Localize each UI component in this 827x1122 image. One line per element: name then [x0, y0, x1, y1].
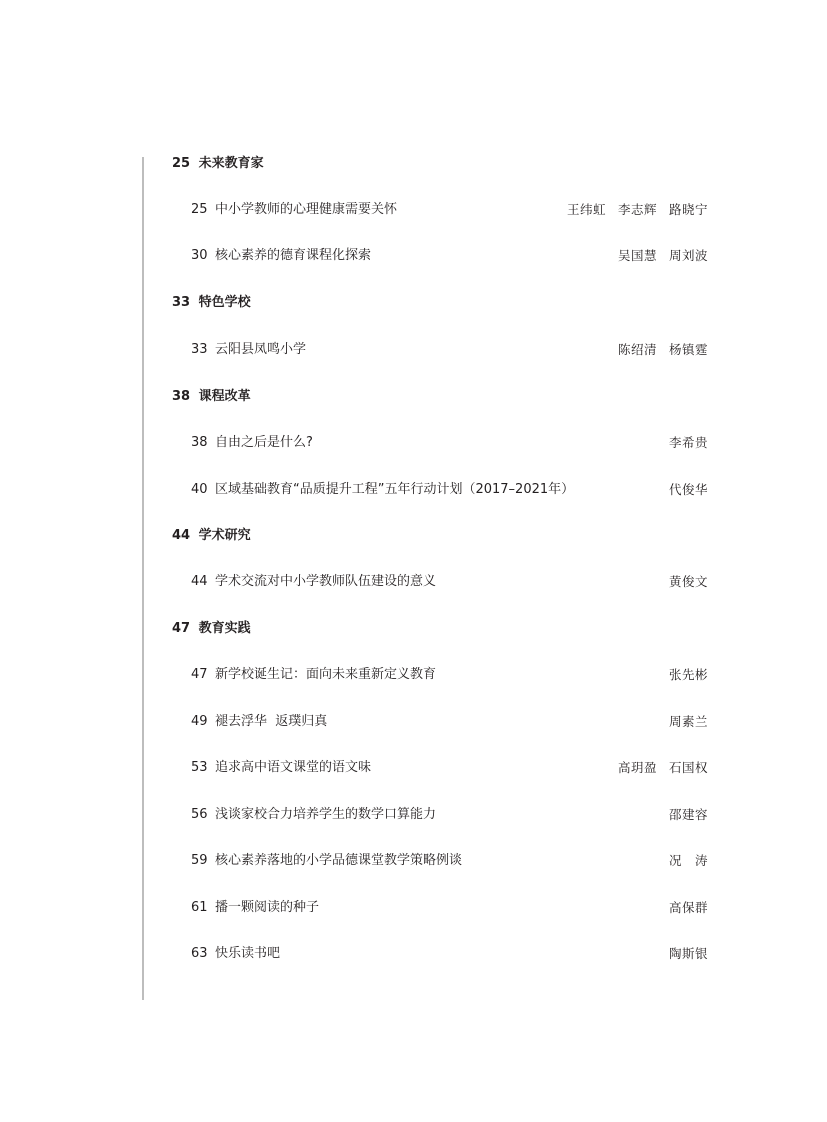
- toc-entry[interactable]: [172, 943, 708, 965]
- entry-page-number: 61: [191, 900, 208, 915]
- entry-title: 追求高中语文课堂的语文味: [215, 760, 372, 775]
- entry-page-number: 47: [191, 667, 208, 682]
- section-title: 教育实践: [198, 621, 251, 636]
- entry-authors: [669, 432, 708, 454]
- toc-entry[interactable]: [172, 664, 708, 686]
- author-name: 代俊华: [668, 482, 708, 497]
- author-name: 杨镇霆: [668, 342, 708, 357]
- author-name: 高保群: [668, 900, 708, 915]
- entry-page-number: 63: [191, 946, 208, 961]
- toc-entry[interactable]: [172, 339, 708, 361]
- toc-entry[interactable]: [172, 897, 708, 919]
- toc-entry[interactable]: [172, 571, 708, 593]
- toc-entry[interactable]: [172, 199, 708, 221]
- entry-page-number: 44: [191, 574, 208, 589]
- entry-authors: [669, 664, 708, 686]
- entry-authors: [669, 479, 708, 501]
- toc-section-heading[interactable]: [172, 292, 708, 314]
- entry-page-number: 33: [191, 342, 208, 357]
- entry-authors: [669, 943, 708, 965]
- entry-page-number: 25: [191, 202, 208, 217]
- entry-title: 褪去浮华 返璞归真: [215, 714, 328, 729]
- section-page-number: 25: [172, 156, 191, 171]
- author-name: 石国权: [668, 760, 708, 775]
- entry-authors: [669, 571, 708, 593]
- entry-page-number: 30: [191, 248, 208, 263]
- author-name: 吴国慧: [617, 248, 657, 263]
- entry-title: 自由之后是什么?: [215, 435, 313, 450]
- author-name: 王纬虹: [566, 202, 606, 217]
- author-name: 李希贵: [668, 435, 708, 450]
- margin-rule: [142, 157, 144, 1000]
- entry-title: 新学校诞生记：面向未来重新定义教育: [215, 667, 437, 682]
- section-page-number: 47: [172, 621, 191, 636]
- entry-page-number: 53: [191, 760, 208, 775]
- entry-page-number: 56: [191, 807, 208, 822]
- toc-entry[interactable]: [172, 804, 708, 826]
- toc-section-heading[interactable]: [172, 153, 708, 175]
- author-name: 陶斯银: [668, 946, 708, 961]
- section-title: 未来教育家: [198, 156, 264, 171]
- toc-entry[interactable]: [172, 757, 708, 779]
- author-name: 邵建容: [668, 807, 708, 822]
- section-title: 特色学校: [198, 295, 251, 310]
- section-page-number: 44: [172, 528, 191, 543]
- toc-entry[interactable]: [172, 479, 708, 501]
- toc-entry[interactable]: [172, 711, 708, 733]
- entry-page-number: 59: [191, 853, 208, 868]
- entry-title: 核心素养落地的小学品德课堂教学策略例谈: [215, 853, 463, 868]
- section-page-number: 38: [172, 389, 191, 404]
- toc-entry[interactable]: [172, 432, 708, 454]
- entry-title: 浅谈家校合力培养学生的数学口算能力: [215, 807, 437, 822]
- entry-page-number: 40: [191, 482, 208, 497]
- entry-title: 快乐读书吧: [215, 946, 281, 961]
- entry-authors: [669, 711, 708, 733]
- author-name: 李志辉: [617, 202, 657, 217]
- entry-title: 区域基础教育“品质提升工程”五年行动计划（2017–2021年）: [215, 482, 575, 497]
- author-name: 况 涛: [668, 853, 708, 868]
- author-name: 周素兰: [668, 714, 708, 729]
- entry-authors: [669, 897, 708, 919]
- entry-page-number: 38: [191, 435, 208, 450]
- entry-page-number: 49: [191, 714, 208, 729]
- toc-section-heading[interactable]: [172, 386, 708, 408]
- entry-authors: [567, 199, 708, 221]
- toc-section-heading[interactable]: [172, 618, 708, 640]
- entry-title: 播一颗阅读的种子: [215, 900, 320, 915]
- author-name: 陈绍清: [617, 342, 657, 357]
- entry-authors: [669, 850, 708, 872]
- section-title: 学术研究: [198, 528, 251, 543]
- entry-authors: [618, 339, 708, 361]
- toc-entry[interactable]: [172, 850, 708, 872]
- entry-title: 云阳县凤鸣小学: [215, 342, 307, 357]
- entry-authors: [669, 804, 708, 826]
- author-name: 高玥盈: [617, 760, 657, 775]
- section-page-number: 33: [172, 295, 191, 310]
- author-name: 黄俊文: [668, 574, 708, 589]
- entry-authors: [618, 245, 708, 267]
- section-title: 课程改革: [198, 389, 251, 404]
- toc-entry[interactable]: [172, 245, 708, 267]
- author-name: 周刘波: [668, 248, 708, 263]
- entry-title: 核心素养的德育课程化探索: [215, 248, 372, 263]
- entry-title: 中小学教师的心理健康需要关怀: [215, 202, 398, 217]
- author-name: 路晓宁: [668, 202, 708, 217]
- entry-title: 学术交流对中小学教师队伍建设的意义: [215, 574, 437, 589]
- entry-authors: [618, 757, 708, 779]
- toc-section-heading[interactable]: [172, 525, 708, 547]
- author-name: 张先彬: [668, 667, 708, 682]
